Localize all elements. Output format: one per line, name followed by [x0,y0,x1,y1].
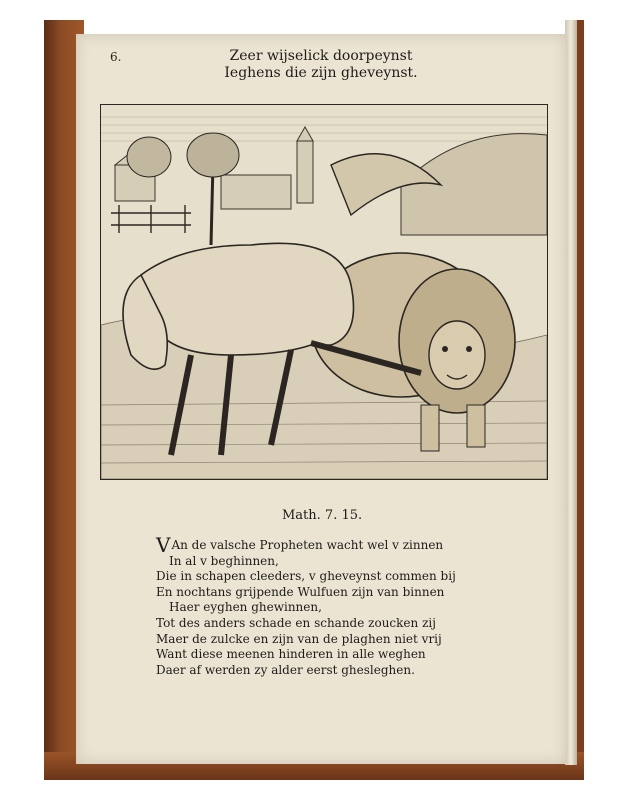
page-title-line-2: Ieghens die zijn gheveynst. [224,65,418,81]
verse-block [156,533,536,678]
page-gutter [565,20,577,765]
page-title-line-1: Zeer wijselick doorpeynst [229,48,413,64]
scripture-reference: Math. 7. 15. [282,508,363,523]
book-page [76,34,566,764]
verse-line-1 [156,533,536,557]
engraving-svg [101,105,547,479]
verse-line-1-text: An de valsche Propheten wacht wel v zinnen [171,538,444,552]
verse-line: Want diese meenen hinderen in alle weghen [156,647,426,662]
verse-line: Die in schapen cleeders, v gheveynst commen bij [156,569,456,584]
verse-line: Maer de zulcke en zijn van de plaghen niet vrij [156,631,442,646]
verse-line: Tot des anders schade en schande zoucken zij [156,615,436,630]
verse-line: Haer eyghen ghewinnen, [169,600,322,615]
verse-line: Daer af werden zy alder eerst ghesleghen. [156,662,415,677]
verse-line: In al v beghinnen, [169,553,279,568]
page-number: 6. [110,50,122,64]
engraving-illustration [100,104,548,480]
drop-cap: V [156,533,171,557]
verse-line: En nochtans grijpende Wulfuen zijn van binnen [156,584,445,599]
